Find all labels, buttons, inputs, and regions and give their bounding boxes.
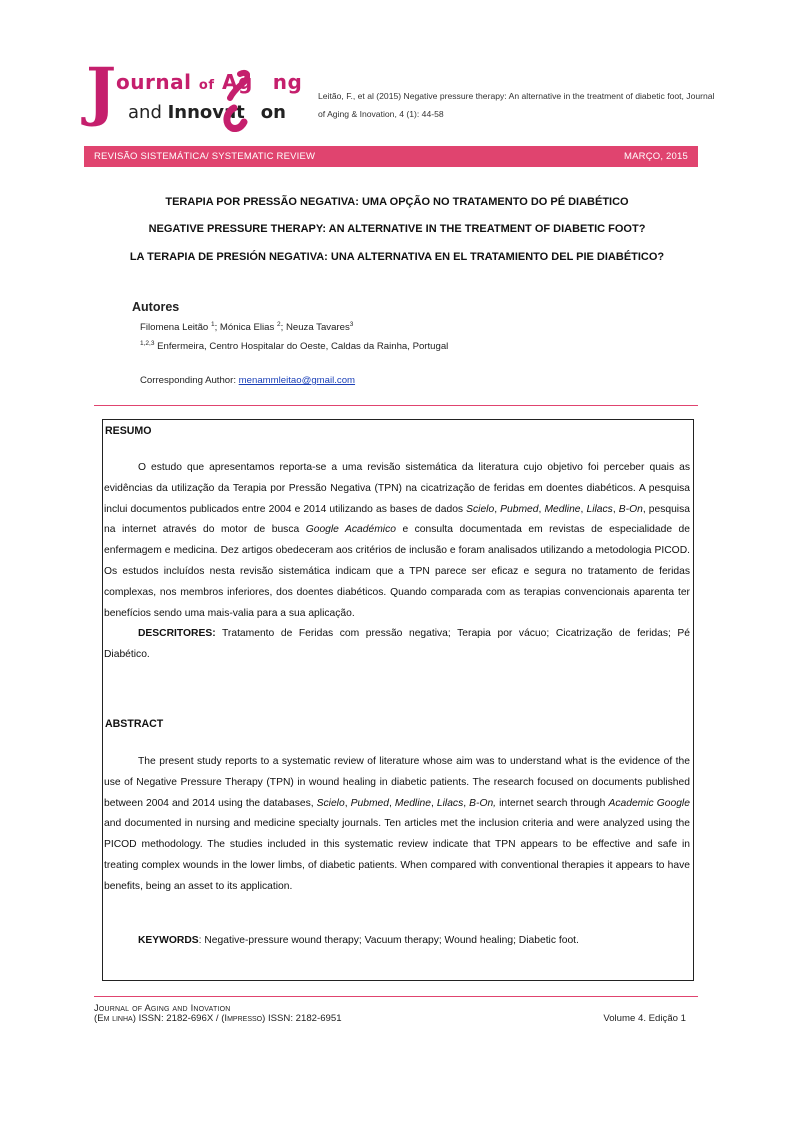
corresponding-author: Corresponding Author: menammleitao@gmail.com [140, 375, 356, 386]
citation-header: Leitão, F., et al (2015) Negative pressure therapy: An alternative in the treatment of diabetic foot, Journal of Aging & Inovation, 4 (1): 44-58 [318, 91, 715, 119]
title-portuguese: TERAPIA POR PRESSÃO NEGATIVA: UMA OPÇÃO NO TRATAMENTO DO PÉ DIABÉTICO [165, 196, 629, 208]
keywords-label: KEYWORDS [138, 935, 199, 946]
author-email-link[interactable]: menammleitao@gmail.com [238, 375, 356, 386]
logo-letter-j: J [86, 54, 117, 129]
footer-issn: (Em linha) ISSN: 2182-696X / (Impresso) ISSN: 2182-6951 [94, 1013, 342, 1024]
authors-heading: Autores [132, 300, 180, 314]
footer-volume: Volume 4. Edição 1 [603, 1013, 686, 1024]
divider-top [94, 405, 698, 406]
title-english: NEGATIVE PRESSURE THERAPY: AN ALTERNATIVE IN THE TREATMENT OF DIABETIC FOOT? [148, 223, 646, 235]
keywords-text: : Negative-pressure wound therapy; Vacuum therapy; Wound healing; Diabetic foot. [198, 935, 579, 946]
descritores-label: DESCRITORES: [138, 628, 216, 640]
logo-swoosh-icon [220, 68, 250, 132]
author-list: Filomena Leitão $^1$; Mónica Elias $^2$; Neuza Tavares$^3$ [140, 320, 354, 333]
footer-journal-name: Journal of Aging and Inovation [94, 1002, 231, 1013]
resumo-heading: RESUMO [105, 425, 152, 437]
divider-footer [94, 996, 698, 997]
descritores-text: Tratamento de Feridas com pressão negativa; Terapia por vácuo; Cicatrização de feridas; Pé Diabético. [104, 628, 690, 661]
journal-logo [86, 54, 303, 134]
logo-line-2: and Innovat on [128, 102, 286, 123]
section-banner [84, 146, 698, 167]
author-affiliation: $^{1,2,3}$ Enfermeira, Centro Hospitalar do Oeste, Caldas da Rainha, Portugal [140, 339, 449, 352]
abstract-text: The present study reports to a systematic review of literature whose aim was to understand what is the evidence of the use of Negative Pressure Therapy (TPN) in wound healing in diabetic patients. The research focused on documents published between 2004 and 2014 using the databases, Scielo, Pubmed, Medline, Lilacs, B-On, internet search through Academic Google and documented in nursing and medicine specialty journals. Ten articles met the inclusion criteria and were analyzed using the PICOD methodology. The studies included in this systematic review indicate that TPN appears to be effective and safe in treating complex wounds in the lower limbs, of diabetic patients. When compared with conventional therapies it appears to have benefits, being an asset to its application. [104, 756, 690, 892]
publication-date: MARÇO, 2015 [624, 151, 688, 162]
keywords-line [138, 935, 579, 946]
logo-line-1: ournal of Ag ng [116, 70, 303, 94]
article-type: REVISÃO SISTEMÁTICA/ SYSTEMATIC REVIEW [94, 151, 316, 162]
title-spanish: LA TERAPIA DE PRESIÓN NEGATIVA: UNA ALTERNATIVA EN EL TRATAMIENTO DEL PIE DIABÉTICO? [129, 251, 665, 263]
resumo-text: O estudo que apresentamos reporta-se a uma revisão sistemática da literatura cujo objetivo foi perceber quais as evidências da utilização da Terapia por Pressão Negativa (TPN) na cicatrização de feridas em doentes diabéticos. A pesquisa inclui documentos publicados entre 2004 e 2014 utilizando as bases de dados Scielo, Pubmed, Medline, Lilacs, B-On, pesquisa na internet através do motor de busca Google Académico e consulta documentada em revistas de especialidade de enfermagem e medicina. Dez artigos obedeceram aos critérios de inclusão e foram analisados utilizando a metodologia PICOD. Os estudos incluídos nesta revisão sistemática indicam que a TPN parece ser eficaz e segura no tratamento de feridas complexas, nos membros inferiores, dos doentes diabéticos. Quando comparada com as terapias convencionais aparenta ter benefícios sendo uma mais-valia para a sua aplicação. DESCRITORES: Tratamento de Feridas com pressão negativa; Terapia por vácuo; Cicatrização de feridas; Pé Diabético. [104, 462, 691, 661]
abstract-heading: ABSTRACT [105, 718, 164, 730]
